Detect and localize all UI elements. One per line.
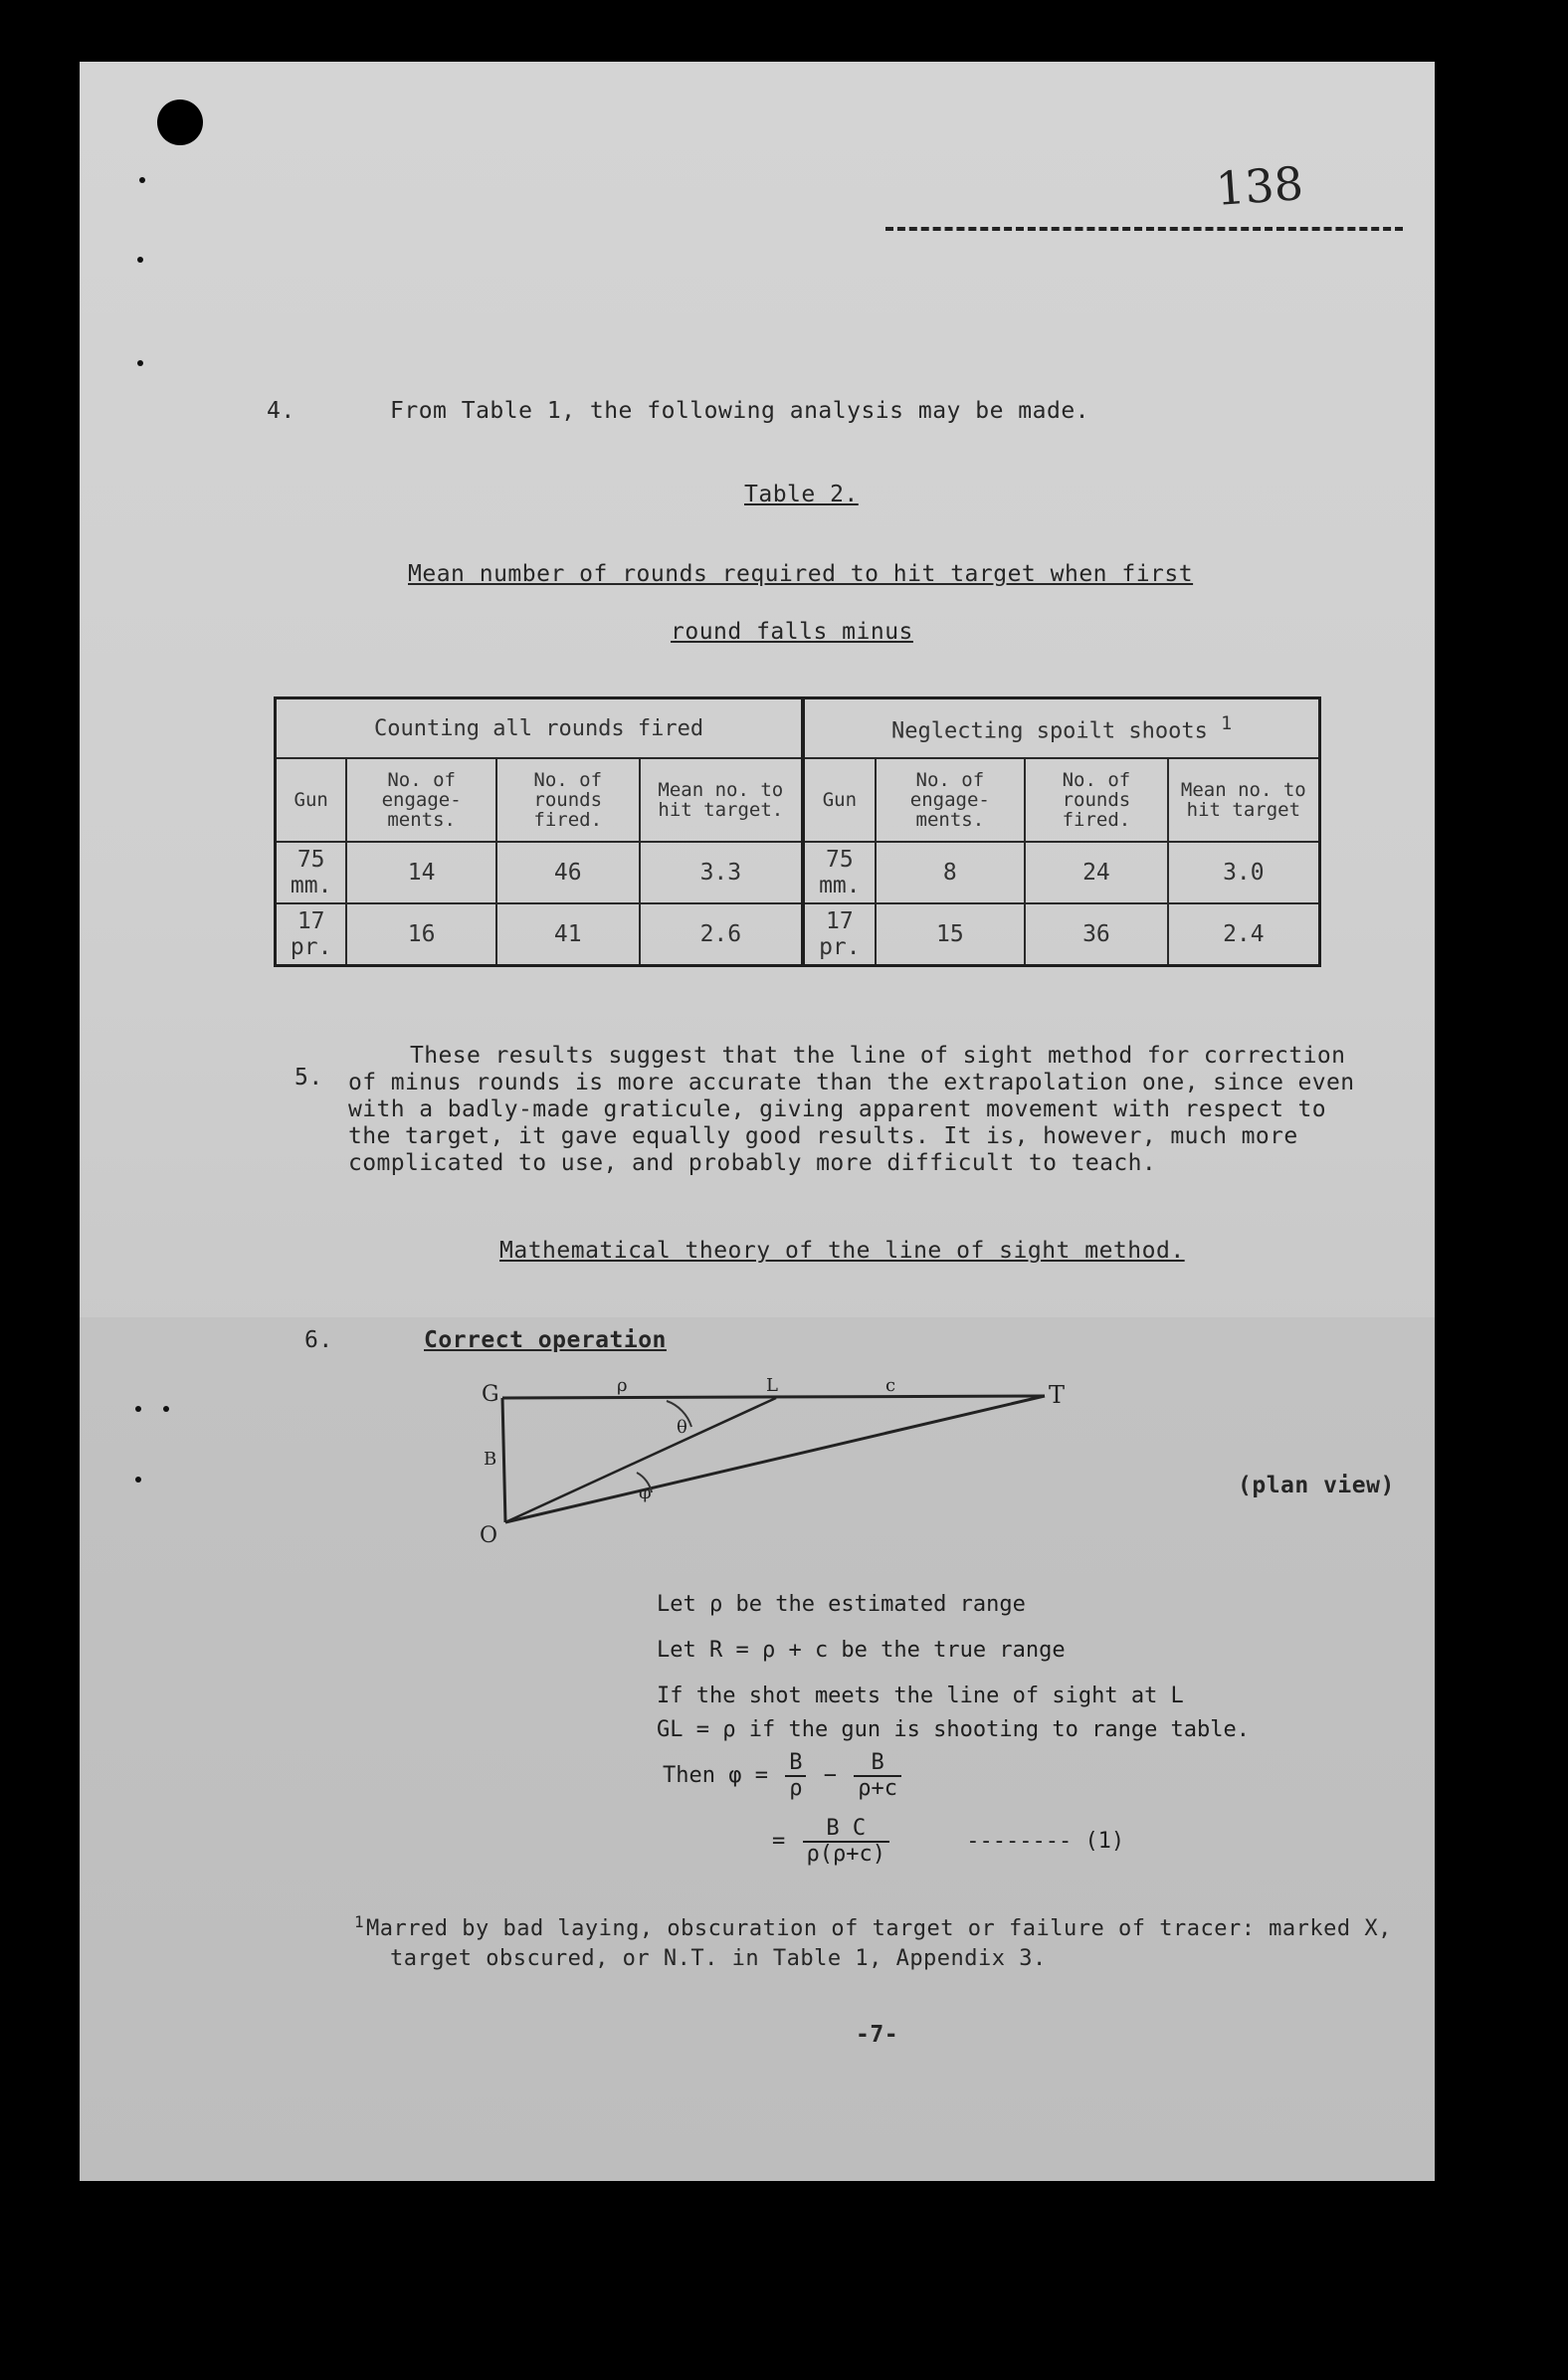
- section-4-number: 4.: [267, 398, 295, 424]
- table-cell: 75 mm.: [803, 842, 875, 903]
- table-cell: 17 pr.: [276, 903, 347, 966]
- section-6-heading: Correct operation: [424, 1327, 667, 1353]
- group-header-all-rounds: Counting all rounds fired: [276, 698, 804, 759]
- speck: [163, 1406, 169, 1412]
- fraction-3-num: B C: [803, 1817, 889, 1843]
- label-T: T: [1049, 1381, 1066, 1409]
- fraction-1-den: ρ: [789, 1776, 803, 1801]
- table-cell: 24: [1025, 842, 1168, 903]
- speck: [135, 1406, 141, 1412]
- col-header-mean-to-hit: Mean no. to hit target.: [640, 758, 804, 842]
- col-header-gun: Gun: [803, 758, 875, 842]
- formula-phi: [663, 1751, 905, 1801]
- label-theta: θ: [677, 1417, 687, 1438]
- section-4-text: From Table 1, the following analysis may be made.: [390, 398, 1090, 424]
- table-cell: 17 pr.: [803, 903, 875, 966]
- label-O: O: [480, 1523, 498, 1548]
- footnote-line-1: Marred by bad laying, obscuration of target or failure of tracer: marked X,: [366, 1916, 1392, 1941]
- group-header-neglecting-label: Neglecting spoilt shoots: [891, 718, 1208, 744]
- fraction-1: [785, 1751, 806, 1801]
- fraction-2-den: ρ+c: [858, 1776, 897, 1801]
- fraction-3-den: ρ(ρ+c): [806, 1842, 885, 1867]
- base-line: [502, 1398, 505, 1522]
- label-L: L: [766, 1375, 778, 1396]
- section-5-text: These results suggest that the line of sight method for correction of minus rounds is more accurate than the extrapolation one, since even with a badly-made graticule, giving apparent movement with respect to the target, it gave equally good results. It is, however, much more complicated to use, and probably more difficult to teach.: [348, 1043, 1355, 1176]
- range-line: [502, 1396, 1045, 1398]
- formula-equals: =: [772, 1829, 786, 1854]
- speck: [135, 1477, 141, 1483]
- speck: [137, 360, 143, 366]
- binder-hole: [157, 99, 203, 145]
- col-header-engagements: No. of engage-ments.: [346, 758, 496, 842]
- table-cell: 14: [346, 842, 496, 903]
- speck: [137, 257, 143, 263]
- line-of-sight-diagram: [468, 1373, 1104, 1552]
- formula-line-3: If the shot meets the line of sight at L: [657, 1684, 1184, 1708]
- table-title-line2: round falls minus: [671, 619, 913, 645]
- label-G: G: [482, 1382, 499, 1407]
- table-cell: 2.6: [640, 903, 804, 966]
- footnote-mark: 1: [354, 1912, 365, 1931]
- table-cell: 46: [496, 842, 640, 903]
- page-number: 138: [1214, 156, 1305, 216]
- formula-line-4: GL = ρ if the gun is shooting to range table.: [657, 1717, 1251, 1742]
- formula-then: Then φ =: [663, 1763, 768, 1788]
- fraction-2-num: B: [854, 1751, 901, 1777]
- label-phi: φ: [639, 1483, 652, 1503]
- table-cell: 36: [1025, 903, 1168, 966]
- col-header-rounds-fired: No. of rounds fired.: [1025, 758, 1168, 842]
- table-title-line1: Mean number of rounds required to hit target when first: [408, 561, 1194, 587]
- fraction-3: [803, 1817, 889, 1867]
- footnote-line-2: target obscured, or N.T. in Table 1, Appendix 3.: [390, 1946, 1047, 1971]
- section-5-number: 5.: [294, 1065, 323, 1091]
- table-caption: Table 2.: [744, 482, 859, 507]
- fraction-1-num: B: [785, 1751, 806, 1777]
- formula-result: [772, 1817, 1124, 1867]
- col-header-engagements: No. of engage-ments.: [876, 758, 1026, 842]
- speck: [139, 177, 145, 183]
- group-header-neglecting: [803, 698, 1319, 759]
- theory-heading: Mathematical theory of the line of sight method.: [499, 1238, 1185, 1264]
- col-header-mean-to-hit: Mean no. to hit target: [1168, 758, 1320, 842]
- table-cell: 3.0: [1168, 842, 1320, 903]
- formula-line-1: Let ρ be the estimated range: [657, 1592, 1026, 1617]
- shot-line: [505, 1398, 776, 1522]
- formula-minus: −: [823, 1763, 837, 1788]
- table-cell: 8: [876, 842, 1026, 903]
- formula-line-2: Let R = ρ + c be the true range: [657, 1638, 1066, 1663]
- label-c: c: [885, 1375, 896, 1396]
- folio: -7-: [856, 2022, 899, 2048]
- label-rho: ρ: [617, 1375, 628, 1396]
- footnote-marker: 1: [1221, 712, 1233, 734]
- equation-reference: -------- (1): [966, 1829, 1125, 1854]
- sight-line: [505, 1396, 1045, 1522]
- table-row: [276, 903, 1320, 966]
- label-B: B: [484, 1449, 497, 1470]
- section-6-number: 6.: [304, 1327, 333, 1353]
- table-cell: 2.4: [1168, 903, 1320, 966]
- table-cell: 75 mm.: [276, 842, 347, 903]
- plan-view-label: (plan view): [1238, 1473, 1395, 1498]
- fraction-2: [854, 1751, 901, 1801]
- analysis-table: [274, 696, 1321, 967]
- table-row: [276, 842, 1320, 903]
- col-header-gun: Gun: [276, 758, 347, 842]
- table-cell: 3.3: [640, 842, 804, 903]
- col-header-rounds-fired: No. of rounds fired.: [496, 758, 640, 842]
- table-cell: 15: [876, 903, 1026, 966]
- dashed-rule: [885, 227, 1403, 231]
- table-cell: 16: [346, 903, 496, 966]
- table-cell: 41: [496, 903, 640, 966]
